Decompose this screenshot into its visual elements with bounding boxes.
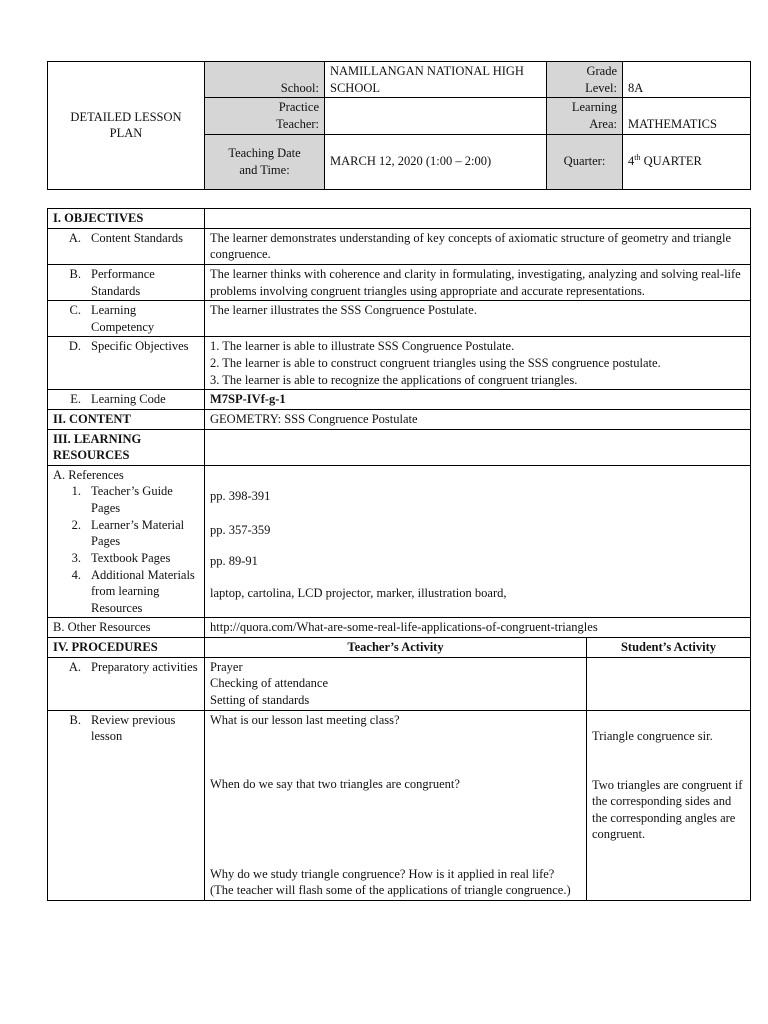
references-row <box>48 465 751 618</box>
specific-objective: 1. The learner is able to illustrate SSS Congruence Postulate. <box>210 339 515 354</box>
reference-value: pp. 89-91 <box>210 553 258 568</box>
quarter-number: 4 <box>628 154 635 169</box>
reference-label: Textbook Pages <box>91 550 171 565</box>
resources-heading-blank <box>205 429 751 465</box>
school-label: School: <box>205 62 325 98</box>
reference-value: pp. 357-359 <box>210 522 271 537</box>
other-resources-link[interactable]: http://quora.com/What-are-some-real-life-applications-of-congruent-triangles <box>205 618 751 638</box>
reference-label: Additional Materials from learning Resources <box>91 567 195 615</box>
procedure-letter: A. <box>68 659 81 674</box>
teacher-activity-header: Teacher’s Activity <box>205 638 587 658</box>
teacher-question: Why do we study triangle congruence? How is it applied in real life? <box>210 866 555 881</box>
objectives-heading: I. OBJECTIVES <box>48 209 205 229</box>
objectives-heading-blank <box>205 209 751 229</box>
teacher-label: Practice Teacher: <box>205 98 325 134</box>
objective-letter: B. <box>69 266 81 281</box>
objective-text: The learner illustrates the SSS Congruence Postulate. <box>205 301 751 337</box>
student-answer: Two triangles are congruent if the corresponding sides and the corresponding angles are congruent. <box>592 777 743 842</box>
student-answer: Triangle congruence sir. <box>592 728 713 743</box>
reference-value: pp. 398-391 <box>210 488 271 503</box>
procedures-heading: IV. PROCEDURES <box>48 638 205 658</box>
specific-objective: 2. The learner is able to construct congruent triangles using the SSS congruence postulate. <box>210 356 661 370</box>
other-resources-row <box>48 618 751 638</box>
learning-code-row <box>48 390 751 410</box>
teacher-question: When do we say that two triangles are congruent? <box>210 776 460 791</box>
objective-row <box>48 228 751 264</box>
objective-row <box>48 301 751 337</box>
reference-number: 3. <box>71 550 81 565</box>
reference-number: 4. <box>71 567 81 582</box>
reference-label: Teacher’s Guide Pages <box>91 484 173 515</box>
preparatory-row <box>48 657 751 710</box>
objective-text: The learner thinks with coherence and clarity in formulating, investigating, analyzing and solving real-life problems involving congruent triangles using appropriate and accurate representations. <box>205 264 751 300</box>
references-label-cell <box>48 465 205 618</box>
objective-label: Content Standards <box>91 230 184 245</box>
grade-value: 8A <box>623 62 751 98</box>
document-title-text: DETAILED LESSON PLAN <box>70 109 182 141</box>
preparatory-student-cell <box>587 657 751 710</box>
quarter-label: Quarter: <box>547 134 623 189</box>
school-value: NAMILLANGAN NATIONAL HIGH SCHOOL <box>325 62 547 98</box>
learning-code-value: M7SP-IVf-g-1 <box>205 390 751 410</box>
objective-label: Learning Code <box>91 392 166 407</box>
specific-objectives-row <box>48 337 751 390</box>
procedures-heading-row <box>48 638 751 658</box>
objective-label: Performance Standards <box>91 266 155 298</box>
objective-label-cell <box>48 264 205 300</box>
objective-letter: C. <box>69 303 81 318</box>
review-label-cell <box>48 710 205 900</box>
teacher-activity-line: Setting of standards <box>210 692 310 707</box>
resources-heading-row <box>48 429 751 465</box>
review-row <box>48 710 751 900</box>
header-table <box>47 61 751 190</box>
quarter-text: QUARTER <box>640 154 702 169</box>
content-heading: II. CONTENT <box>48 409 205 429</box>
teacher-activity-line: Prayer <box>210 659 243 674</box>
preparatory-teacher-cell <box>205 657 587 710</box>
objective-label-cell <box>48 228 205 264</box>
objectives-heading-row <box>48 209 751 229</box>
objective-label: Specific Objectives <box>91 339 189 354</box>
content-value: GEOMETRY: SSS Congruence Postulate <box>205 409 751 429</box>
objective-row <box>48 264 751 300</box>
specific-objectives-label-cell <box>48 337 205 390</box>
reference-number: 1. <box>71 484 81 499</box>
teacher-note: (The teacher will flash some of the applications of triangle congruence.) <box>210 883 571 898</box>
content-row <box>48 409 751 429</box>
objective-text: The learner demonstrates understanding of key concepts of axiomatic structure of geometry and triangle congruence. <box>205 228 751 264</box>
area-label: Learning Area: <box>547 98 623 134</box>
area-value: MATHEMATICS <box>623 98 751 134</box>
references-values-cell <box>205 465 751 618</box>
objective-letter: D. <box>68 339 81 354</box>
teacher-question: What is our lesson last meeting class? <box>210 712 400 727</box>
teacher-activity-line: Checking of attendance <box>210 676 329 691</box>
quarter-value <box>623 134 751 189</box>
teacher-value <box>325 98 547 134</box>
learning-code-label-cell <box>48 390 205 410</box>
resources-heading: III. LEARNING RESOURCES <box>48 429 205 465</box>
lesson-table <box>47 208 751 901</box>
references-label: A. References <box>53 467 124 482</box>
preparatory-label-cell <box>48 657 205 710</box>
specific-objectives-list <box>205 337 751 390</box>
document-title <box>48 62 205 190</box>
specific-objective: 3. The learner is able to recognize the applications of congruent triangles. <box>210 372 578 387</box>
procedure-label: Preparatory activities <box>91 659 198 674</box>
other-resources-label: B. Other Resources <box>48 618 205 638</box>
review-student-cell <box>587 710 751 900</box>
objective-label-cell <box>48 301 205 337</box>
objective-letter: E. <box>70 392 81 407</box>
quarter-suffix: th <box>634 153 641 163</box>
review-teacher-cell <box>205 710 587 900</box>
reference-number: 2. <box>71 517 81 532</box>
date-value: MARCH 12, 2020 (1:00 – 2:00) <box>325 134 547 189</box>
objective-label: Learning Competency <box>91 303 155 334</box>
grade-label: Grade Level: <box>547 62 623 98</box>
reference-value: laptop, cartolina, LCD projector, marker, illustration board, <box>210 585 507 600</box>
procedure-label: Review previous lesson <box>91 712 176 744</box>
objective-letter: A. <box>68 230 81 245</box>
student-activity-header: Student’s Activity <box>587 638 751 658</box>
procedure-letter: B. <box>69 712 81 727</box>
reference-label: Learner’s Material Pages <box>91 517 185 549</box>
date-label: Teaching Date and Time: <box>205 134 325 189</box>
